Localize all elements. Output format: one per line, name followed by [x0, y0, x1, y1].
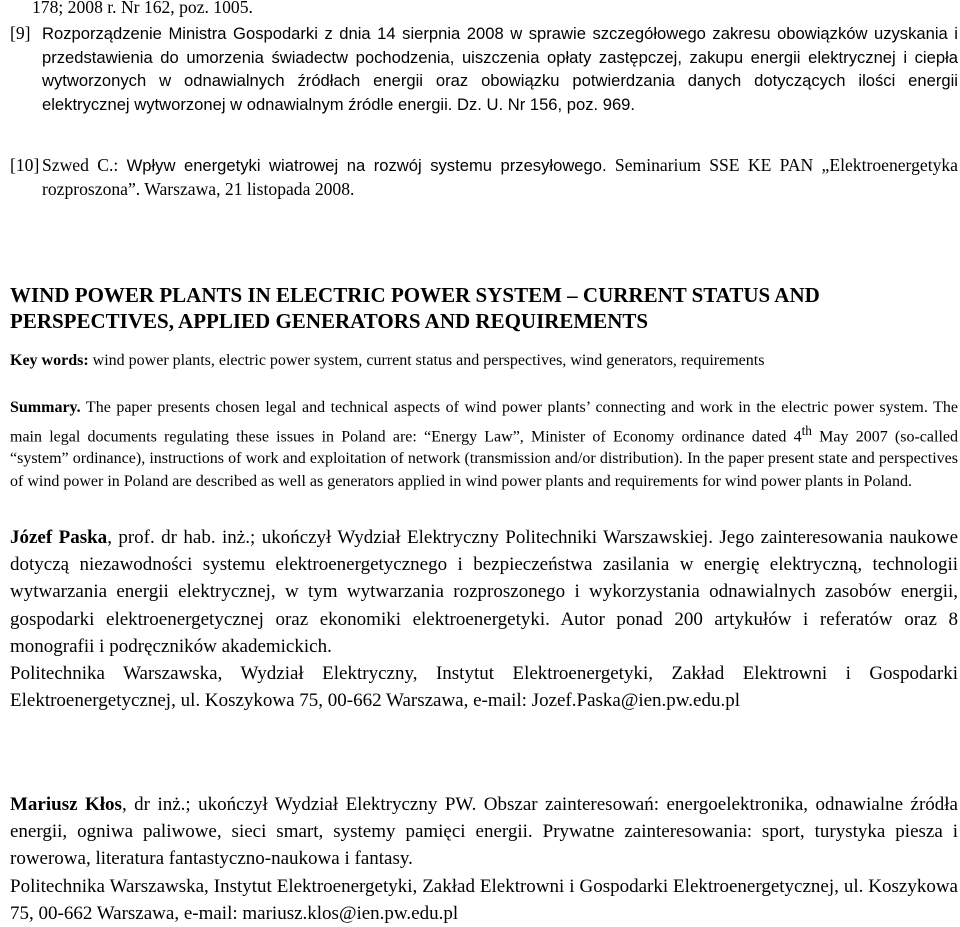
summary-text-1: The paper presents chosen legal and technical aspects of wind power plants’ connecting and work in the electric power system. The main legal documents regulating these issues in Poland are: “Energy Law”, Minister of Economy ordinance dated 4 — [10, 399, 958, 445]
reference-9 — [10, 22, 958, 116]
summary-text-2: May 2007 (so-called “system” ordinance), instructions of work and exploitation of network (transmission and/or distribution). In the paper present state and perspectives of wind power in Poland are described as well as generators applied in wind power plants and requirements for wind power plants in Poland. — [10, 427, 958, 490]
reference-8-tail: 178; 2008 r. Nr 162, poz. 1005. — [32, 0, 253, 17]
reference-text: Rozporządzenie Ministra Gospodarki z dnia 14 sierpnia 2008 w sprawie szczegółowego zakresu obowiązków uzyskania i przedstawienia do umorzenia świadectw pochodzenia, uiszczenia opłaty zastępczej, zakupu energii elektrycznej i ciepła wytworzonych w odnawialnych źródłach energii oraz obowiązku potwierdzania danych dotyczących ilości energii elektrycznej wytworzonej w odnawialnym źródle energii. Dz. U. Nr 156, poz. 969. — [42, 24, 958, 114]
summary-superscript: th — [801, 422, 812, 438]
author-bio-paska — [10, 524, 958, 714]
keywords — [10, 350, 958, 372]
reference-author: Szwed C.: — [42, 155, 119, 175]
keywords-label: Key words: — [10, 352, 89, 369]
reference-body — [42, 154, 958, 201]
reference-number: [9] — [10, 23, 31, 43]
author-affiliation: Politechnika Warszawska, Instytut Elektroenergetyki, Zakład Elektrowni i Gospodarki Elektroenergetycznej, ul. Koszykowa 75, 00-662 Warszawa, e-mail: mariusz.klos@ien.pw.edu.pl — [10, 875, 958, 924]
reference-number: [10] — [10, 155, 40, 175]
author-affiliation: Politechnika Warszawska, Wydział Elektryczny, Instytut Elektroenergetyki, Zakład Elektrowni i Gospodarki Elektroenergetycznej, ul. Koszykowa 75, 00-662 Warszawa, e-mail: Jozef.Paska@ien.pw.edu.pl — [10, 663, 958, 712]
author-bio-klos — [10, 791, 958, 927]
summary — [10, 397, 958, 493]
reference-title: Wpływ energetyki wiatrowej na rozwój systemu przesyłowego. — [126, 156, 607, 175]
keywords-text: wind power plants, electric power system, current status and perspectives, wind generators, requirements — [88, 352, 765, 369]
author-bio-text: , dr inż.; ukończył Wydział Elektryczny PW. Obszar zainteresowań: energoelektronika, odnawialne źródła energii, ogniwa paliwowe, sieci smart, systemy pamięci energii. Prywatne zainteresowania: sport, turystyka piesza i rowerowa, literatura fantastyczno-naukowa i fantasy. — [10, 794, 958, 870]
author-bio-text: , prof. dr hab. inż.; ukończył Wydział Elektryczny Politechniki Warszawskiej. Jego zainteresowania naukowe dotyczą niezawodności systemu elektroenergetycznego i bezpieczeństwa zasilania w energię elektryczną, technologii wytwarzania energii elektrycznej, w tym wytwarzania rozproszonego i wykorzystania odnawialnych zasobów energii, gospodarki elektroenergetycznej oraz ekonomiki elektroenergetyki. Autor ponad 200 artykułów i referatów oraz 8 monografii i podręczników akademickich. — [10, 527, 958, 657]
author-name: Józef Paska — [10, 527, 108, 548]
english-title: WIND POWER PLANTS IN ELECTRIC POWER SYSTEM – CURRENT STATUS AND PERSPECTIVES, APPLIED GENERATORS AND REQUIREMENTS — [10, 283, 820, 333]
author-name: Mariusz Kłos — [10, 794, 122, 815]
summary-label: Summary. — [10, 399, 81, 416]
reference-10 — [10, 154, 958, 201]
reference-details: Seminarium SSE KE PAN „Elektroenergetyka rozproszona”. Warszawa, 21 listopada 2008. — [42, 155, 958, 199]
